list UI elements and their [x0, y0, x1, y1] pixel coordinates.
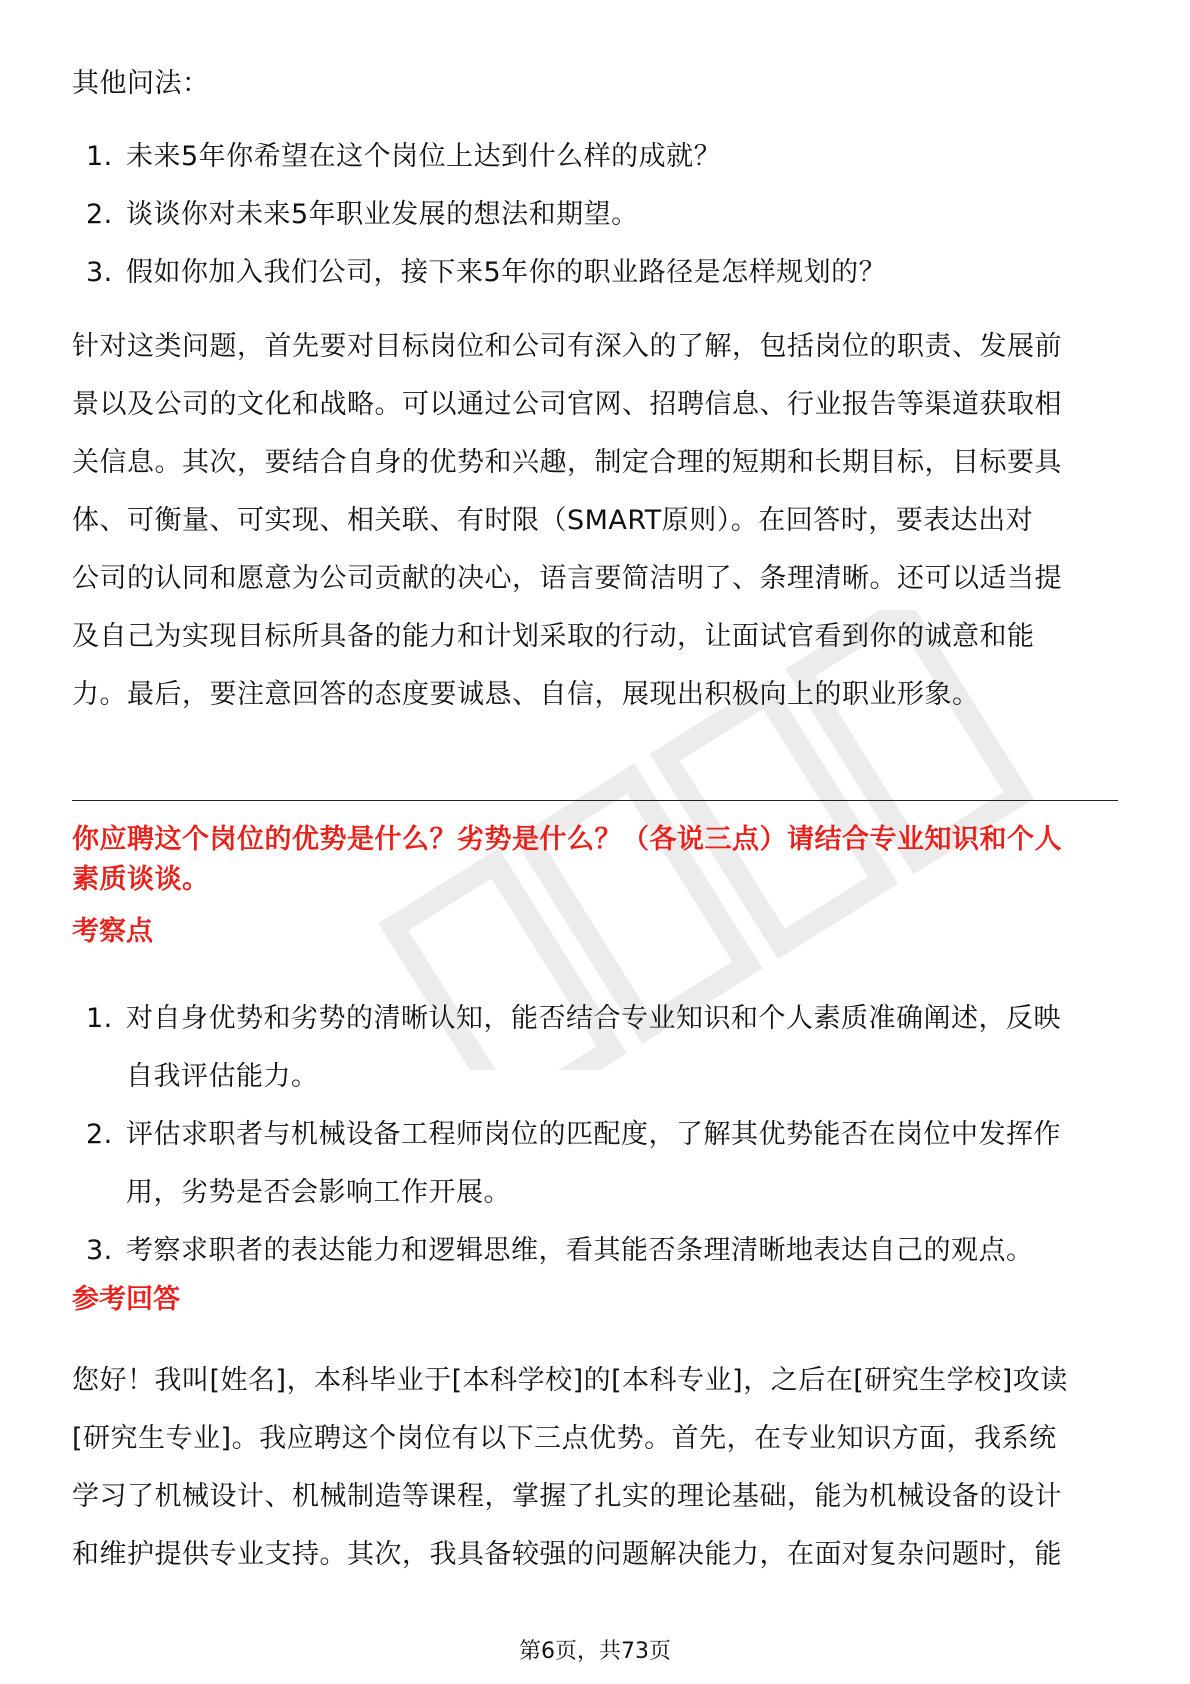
list-item: 2. 评估求职者与机械设备工程师岗位的匹配度，了解其优势能否在岗位中发挥作 用，劣势是否会影响工作开展。: [86, 1119, 1061, 1208]
page-footer: 第6页，共73页: [519, 1639, 671, 1664]
section-divider: [72, 800, 1118, 801]
list-item: 2. 谈谈你对未来5年职业发展的想法和期望。: [86, 199, 639, 230]
other-questions-label: 其他问法：: [72, 68, 210, 99]
answer-paragraph: 您好！我叫[姓名]，本科毕业于[本科学校]的[本科专业]，之后在[研究生学校]攻读 [研究生专业]。我应聘这个岗位有以下三点优势。首先，在专业知识方面，我系统 学习了机械设计、机械制造等课程，掌握了扎实的理论基础，能为机械设备的设计 和维护提供专业支持。其次，我具备较强的问题解决能力，在面对复杂问题时，能: [72, 1365, 1068, 1570]
exam-points-list: [72, 990, 1118, 1280]
list-item: 3. 考察求职者的表达能力和逻辑思维，看其能否条理清晰地表达自己的观点。: [86, 1235, 1034, 1266]
question-title: 你应聘这个岗位的优势是什么？劣势是什么？（各说三点）请结合专业知识和个人 素质谈谈。: [72, 824, 1062, 895]
other-questions-list: [72, 128, 1118, 302]
exam-points-label: 考察点: [72, 916, 153, 947]
list-item: 1. 对自身优势和劣势的清晰认知，能否结合专业知识和个人素质准确阐述，反映 自我评估能力。: [86, 1003, 1061, 1092]
advice-paragraph: 针对这类问题，首先要对目标岗位和公司有深入的了解，包括岗位的职责、发展前 景以及公司的文化和战略。可以通过公司官网、招聘信息、行业报告等渠道获取相 关信息。其次，要结合自身的优势和兴趣，制定合理的短期和长期目标，目标要具 体、可衡量、可实现、相关联、有时限（SMART原则）。在回答时，要表达出对 公司的认同和愿意为公司贡献的决心，语言要简洁明了、条理清晰。还可以适当提 及自己为实现目标所具备的能力和计划采取的行动，让面试官看到你的诚意和能 力。最后，要注意回答的态度要诚恳、自信，展现出积极向上的职业形象。: [72, 331, 1062, 710]
list-item: 3. 假如你加入我们公司，接下来5年你的职业路径是怎样规划的？: [86, 257, 887, 288]
reference-answer-label: 参考回答: [72, 1284, 180, 1315]
list-item: 1. 未来5年你希望在这个岗位上达到什么样的成就？: [86, 141, 722, 172]
